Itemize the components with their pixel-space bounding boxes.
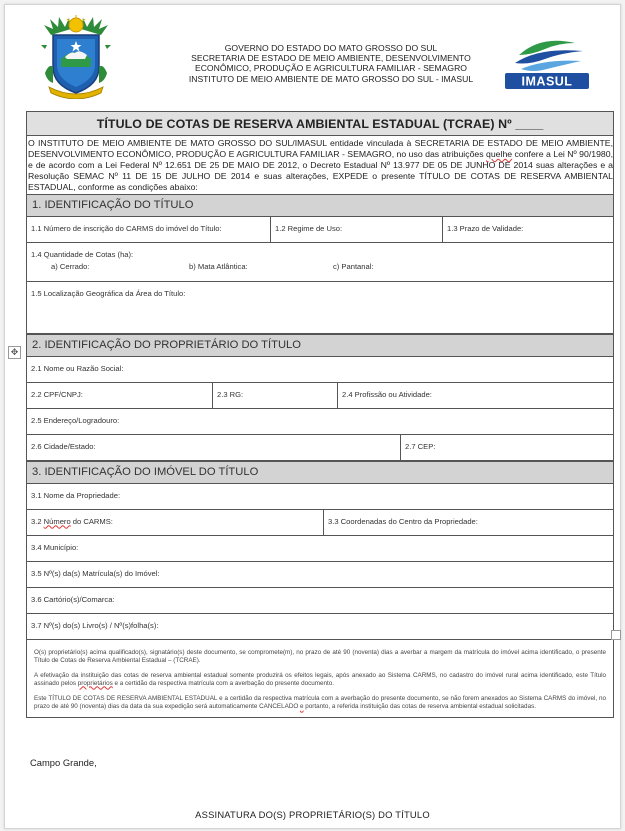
ms-state-coat-of-arms-icon (41, 15, 111, 99)
label-prefix: 3.2 (31, 516, 44, 526)
header-line: SECRETARIA DE ESTADO DE MEIO AMBIENTE, DESENVOLVIMENTO (191, 53, 471, 64)
intro-text-part2: confere a Lei Nº 90/1980, e de acordo com a Lei Federal Nº 12.651 DE 25 DE MAIO DE 2012, o Decreto Estadual Nº 13.977 DE 05 DE JUNHO DE 2014 suas alterações e a Resolução SEMAC Nº 11 DE 15 DE JULHO DE 2014 e suas alterações, EXPEDE o presente TÍTULO DE COTAS DE RESERVA AMBIENTAL ESTADUAL, conforme as condições abaixo: (28, 148, 613, 192)
form-table (26, 111, 614, 718)
form-row (26, 282, 614, 334)
form-row (26, 614, 614, 640)
field-carms-number[interactable]: 1.1 Número de inscrição do CARMS do imóvel do Título: (31, 223, 222, 233)
document-header (41, 15, 593, 105)
spelling-flagged-word: Número (43, 516, 71, 526)
field-use-regime[interactable]: 1.2 Regime de Uso: (270, 217, 442, 242)
intro-paragraph (26, 136, 614, 194)
document-page (4, 4, 621, 829)
field-address[interactable]: 2.5 Endereço/Logradouro: (31, 415, 120, 425)
form-row (26, 588, 614, 614)
signature-caption: ASSINATURA DO(S) PROPRIETÁRIO(S) DO TÍTULO (195, 809, 430, 820)
field-center-coordinates[interactable]: 3.3 Coordenadas do Centro da Propriedade: (323, 510, 613, 535)
section-2-heading: 2. IDENTIFICAÇÃO DO PROPRIETÁRIO DO TÍTULO (26, 334, 614, 357)
field-cep[interactable]: 2.7 CEP: (400, 435, 613, 460)
terms-text: e a certidão da respectiva matrícula com a averbação do presente documento. (112, 679, 334, 687)
field-municipality[interactable]: 3.4 Município: (31, 542, 79, 552)
form-row (26, 217, 614, 243)
form-row (26, 562, 614, 588)
quota-pantanal[interactable]: c) Pantanal: (333, 261, 374, 271)
quota-label: 1.4 Quantidade de Cotas (ha): (31, 249, 134, 259)
terms-text: Este TÍTULO DE COTAS DE RESERVA AMBIENTAL ESTADUAL e a certidão da respectiva matrícula com a averbação do presente documento, se não forem anexados ao Sistema CARMS do imóvel, no prazo de até 90 (noventa) dias da data da sua expedição será automaticamente CANCELADO (34, 694, 606, 710)
field-owner-name[interactable]: 2.1 Nome ou Razão Social: (31, 363, 124, 373)
field-registration-numbers[interactable]: 3.5 Nº(s) da(s) Matrícula(s) do Imóvel: (31, 568, 160, 578)
form-row (26, 484, 614, 510)
section-1-heading: 1. IDENTIFICAÇÃO DO TÍTULO (26, 194, 614, 217)
header-institution-text (121, 43, 541, 84)
field-cpf-cnpj[interactable]: 2.2 CPF/CNPJ: (31, 389, 83, 399)
field-quota-quantity[interactable] (26, 243, 614, 282)
field-validity[interactable]: 1.3 Prazo de Validade: (442, 217, 613, 242)
place-date-line: Campo Grande, (30, 757, 97, 768)
form-row (26, 510, 614, 536)
field-city-state[interactable]: 2.6 Cidade/Estado: (31, 441, 96, 451)
terms-paragraph: O(s) proprietário(s) acima qualificado(s), signatário(s) deste documento, se compromete(m), no prazo de até 90 (noventa) dias a averbar a margem da matrícula do imóvel acima identificado, o presente Título de Cotas de Reserva Ambiental Estadual – (TCRAE). (34, 648, 606, 664)
document-title: TÍTULO DE COTAS DE RESERVA AMBIENTAL ESTADUAL (TCRAE) Nº ____ (26, 111, 614, 136)
intro-text-part1: O INSTITUTO DE MEIO AMBIENTE DE MATO GROSSO DO SUL/IMASUL entidade vinculada à SECRETARIA DE ESTADO DE MEIO AMBIENTE, DESENVOLVIMENTO ECONÔMICO, PRODUÇÃO E AGRICULTURA FAMILIAR - SEMAGRO, no uso das atribuições (28, 138, 613, 159)
form-row (26, 409, 614, 435)
form-row (26, 435, 614, 461)
logo-text: IMASUL (521, 74, 573, 89)
terms-paragraph (34, 672, 606, 688)
field-geo-location[interactable]: 1.5 Localização Geográfica da Área do Título: (31, 288, 186, 298)
form-row (26, 383, 614, 409)
imasul-logo (501, 33, 593, 91)
header-line: ECONÔMICO, PRODUÇÃO E AGRICULTURA FAMILIAR - SEMAGRO (194, 63, 467, 74)
field-property-carms[interactable] (27, 510, 323, 535)
label-suffix: do CARMS: (70, 516, 113, 526)
field-book-pages[interactable]: 3.7 Nº(s) do(s) Livro(s) / Nº(s)folha(s): (31, 620, 159, 630)
section-3-heading: 3. IDENTIFICAÇÃO DO IMÓVEL DO TÍTULO (26, 461, 614, 484)
header-line: INSTITUTO DE MEIO AMBIENTE DE MATO GROSSO DO SUL - IMASUL (188, 73, 474, 84)
header-line: GOVERNO DO ESTADO DO MATO GROSSO DO SUL (224, 43, 438, 53)
form-row (26, 536, 614, 562)
form-row (26, 357, 614, 383)
quota-mata-atlantica[interactable]: b) Mata Atlântica: (189, 261, 248, 271)
spelling-flagged-word: quelhe (486, 148, 513, 159)
quota-biomes (27, 262, 613, 271)
table-move-handle-icon[interactable]: ✥ (8, 346, 21, 359)
spelling-flagged-word: e (300, 702, 304, 710)
spelling-flagged-word: proprietários (77, 679, 113, 687)
field-registry-office[interactable]: 3.6 Cartório(s)/Comarca: (31, 594, 115, 604)
quota-cerrado[interactable]: a) Cerrado: (51, 261, 90, 271)
field-profession[interactable]: 2.4 Profissão ou Atividade: (337, 383, 613, 408)
field-rg[interactable]: 2.3 RG: (212, 383, 337, 408)
terms-paragraph (34, 695, 606, 711)
terms-text: A efetivação da instituição das cotas de reserva ambiental estadual somente produzirá os efeitos legais, após anexado ao Sistema CARMS, no cadastro do imóvel rural acima identificado, este Título assinado pelos (34, 671, 606, 687)
terms-text: portanto, a referida instituição das cotas de reserva ambiental estadual solicitadas. (303, 702, 536, 710)
field-property-name[interactable]: 3.1 Nome da Propriedade: (31, 490, 121, 500)
terms-notes (26, 640, 614, 718)
table-resize-handle[interactable] (611, 630, 621, 640)
